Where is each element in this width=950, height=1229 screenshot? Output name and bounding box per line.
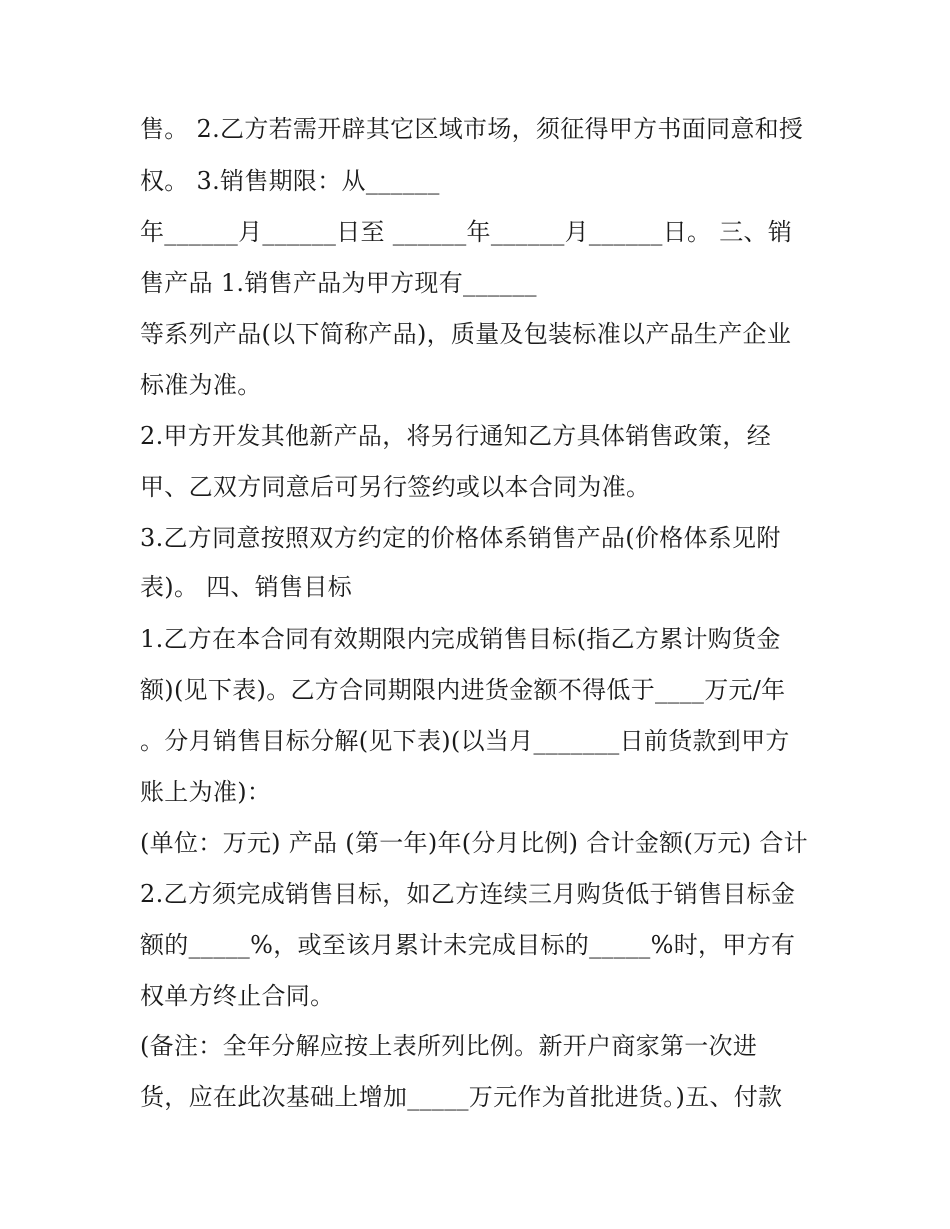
text-line: 标准为准。 — [140, 371, 262, 399]
text-line: 额的_____%，或至该月累计未完成目标的_____%时，甲方有 — [140, 931, 796, 959]
text-line: 表)。 四、销售目标 — [140, 573, 352, 601]
text-line: 甲、乙双方同意后可另行签约或以本合同为准。 — [140, 473, 651, 501]
text-line: 售。 2.乙方若需开辟其它区域市场，须征得甲方书面同意和授 — [140, 115, 804, 143]
text-line: 等系列产品(以下简称产品)，质量及包装标准以产品生产企业 — [140, 320, 792, 348]
text-line: 。分月销售目标分解(见下表)(以当月_______日前货款到甲方 — [140, 727, 790, 755]
text-line: 1.乙方在本合同有效期限内完成销售目标(指乙方累计购货金 — [140, 625, 781, 653]
text-line: (单位：万元) 产品 (第一年)年(分月比例) 合计金额(万元) 合计 — [140, 829, 808, 857]
text-line: 3.乙方同意按照双方约定的价格体系销售产品(价格体系见附 — [140, 524, 781, 552]
text-line: (备注：全年分解应按上表所列比例。新开户商家第一次进 — [140, 1032, 758, 1060]
text-line: 2.乙方须完成销售目标，如乙方连续三月购货低于销售目标金 — [140, 880, 796, 908]
text-line: 权。 3.销售期限：从______ — [140, 167, 440, 195]
text-line: 权单方终止合同。 — [140, 982, 335, 1010]
text-line: 2.甲方开发其他新产品，将另行通知乙方具体销售政策，经 — [140, 422, 771, 450]
text-line: 年______月______日至 ______年______月______日。 三、销 — [140, 218, 793, 246]
text-line: 账上为准)： — [140, 778, 272, 806]
text-line: 货，应在此次基础上增加_____万元作为首批进货。)五、付款 — [140, 1083, 783, 1111]
text-line: 售产品 1.销售产品为甲方现有______ — [140, 269, 537, 297]
text-line: 额)(见下表)。乙方合同期限内进货金额不得低于____万元/年 — [140, 676, 786, 704]
